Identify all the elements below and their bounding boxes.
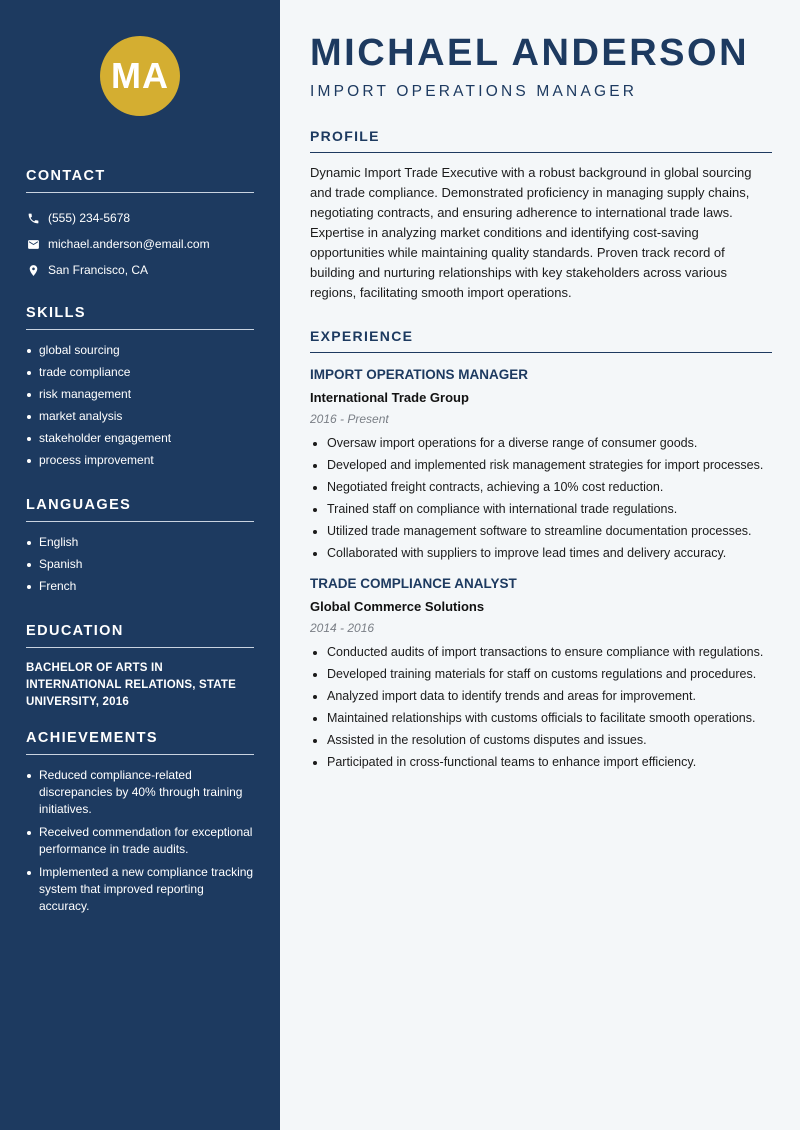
job-bullet: Trained staff on compliance with international trade regulations. bbox=[310, 501, 772, 518]
skills-section bbox=[26, 305, 254, 474]
job-bullet: Collaborated with suppliers to improve lead times and delivery accuracy. bbox=[310, 545, 772, 562]
job-bullets bbox=[310, 435, 772, 562]
contact-location bbox=[26, 257, 254, 283]
profile-text: Dynamic Import Trade Executive with a robust background in global sourcing and trade compliance. Demonstrated proficiency in managing supply chains, negotiating contracts, and ensuring adherence to international trade laws. Expertise in analyzing market conditions and identifying cost-saving opportunities while maintaining quality standards. Proven track record of building and nurturing relationships with key stakeholders across various regions, facilitating smooth import operations. bbox=[310, 165, 752, 300]
job-bullet: Utilized trade management software to streamline documentation processes. bbox=[310, 523, 772, 540]
language-item: Spanish bbox=[26, 556, 254, 573]
achievement-item: Implemented a new compliance tracking system that improved reporting accuracy. bbox=[26, 864, 254, 915]
job-bullet: Conducted audits of import transactions to ensure compliance with regulations. bbox=[310, 644, 772, 661]
avatar-initials: MA bbox=[111, 55, 169, 96]
avatar bbox=[100, 36, 180, 116]
achievement-item: Reduced compliance-related discrepancies by 40% through training initiatives. bbox=[26, 767, 254, 818]
location-text: San Francisco, CA bbox=[48, 263, 149, 277]
phone-text[interactable]: (555) 234-5678 bbox=[48, 211, 131, 225]
contact-heading: CONTACT bbox=[26, 168, 254, 193]
achievement-item: Received commendation for exceptional performance in trade audits. bbox=[26, 824, 254, 858]
experience-section bbox=[310, 328, 772, 785]
job-bullet: Maintained relationships with customs officials to facilitate smooth operations. bbox=[310, 710, 772, 727]
achievements-heading: ACHIEVEMENTS bbox=[26, 730, 254, 755]
email-icon bbox=[26, 237, 40, 251]
languages-list bbox=[26, 534, 254, 595]
job-dates: 2016 - Present bbox=[310, 412, 389, 426]
job-dates: 2014 - 2016 bbox=[310, 621, 375, 635]
skill-item: stakeholder engagement bbox=[26, 430, 254, 447]
phone-icon bbox=[26, 211, 40, 225]
job-title: TRADE COMPLIANCE ANALYST bbox=[310, 576, 517, 591]
job-company: Global Commerce Solutions bbox=[310, 599, 485, 614]
experience-heading: EXPERIENCE bbox=[310, 328, 772, 353]
job-bullet: Analyzed import data to identify trends and areas for improvement. bbox=[310, 688, 772, 705]
language-item: English bbox=[26, 534, 254, 551]
job-entry bbox=[310, 367, 772, 562]
location-pin-icon bbox=[26, 263, 40, 277]
profile-section bbox=[310, 128, 772, 303]
achievements-section bbox=[26, 730, 254, 921]
job-company: International Trade Group bbox=[310, 390, 469, 405]
education-degree: BACHELOR OF ARTS IN INTERNATIONAL RELATIONS, STATE UNIVERSITY, 2016 bbox=[26, 662, 237, 708]
profile-heading: PROFILE bbox=[310, 128, 772, 153]
skills-list bbox=[26, 342, 254, 469]
languages-section bbox=[26, 497, 254, 600]
skills-heading: SKILLS bbox=[26, 305, 254, 330]
job-bullet: Oversaw import operations for a diverse range of consumer goods. bbox=[310, 435, 772, 452]
candidate-role: IMPORT OPERATIONS MANAGER bbox=[310, 83, 638, 100]
job-bullet: Participated in cross-functional teams to enhance import efficiency. bbox=[310, 754, 772, 771]
education-heading: EDUCATION bbox=[26, 623, 254, 648]
language-item: French bbox=[26, 578, 254, 595]
education-section bbox=[26, 623, 254, 711]
job-bullet: Negotiated freight contracts, achieving a 10% cost reduction. bbox=[310, 479, 772, 496]
job-bullets bbox=[310, 644, 772, 771]
job-bullet: Developed training materials for staff on customs regulations and procedures. bbox=[310, 666, 772, 683]
sidebar bbox=[0, 0, 280, 1130]
skill-item: market analysis bbox=[26, 408, 254, 425]
skill-item: risk management bbox=[26, 386, 254, 403]
candidate-name: MICHAEL ANDERSON bbox=[310, 32, 750, 74]
contact-email bbox=[26, 231, 254, 257]
job-title: IMPORT OPERATIONS MANAGER bbox=[310, 367, 529, 382]
achievements-list bbox=[26, 767, 254, 915]
contact-phone bbox=[26, 205, 254, 231]
job-bullet: Developed and implemented risk management strategies for import processes. bbox=[310, 457, 772, 474]
job-bullet: Assisted in the resolution of customs disputes and issues. bbox=[310, 732, 772, 749]
languages-heading: LANGUAGES bbox=[26, 497, 254, 522]
skill-item: trade compliance bbox=[26, 364, 254, 381]
contact-section bbox=[26, 168, 254, 283]
job-entry bbox=[310, 576, 772, 771]
email-text[interactable]: michael.anderson@email.com bbox=[48, 237, 210, 251]
skill-item: process improvement bbox=[26, 452, 254, 469]
skill-item: global sourcing bbox=[26, 342, 254, 359]
